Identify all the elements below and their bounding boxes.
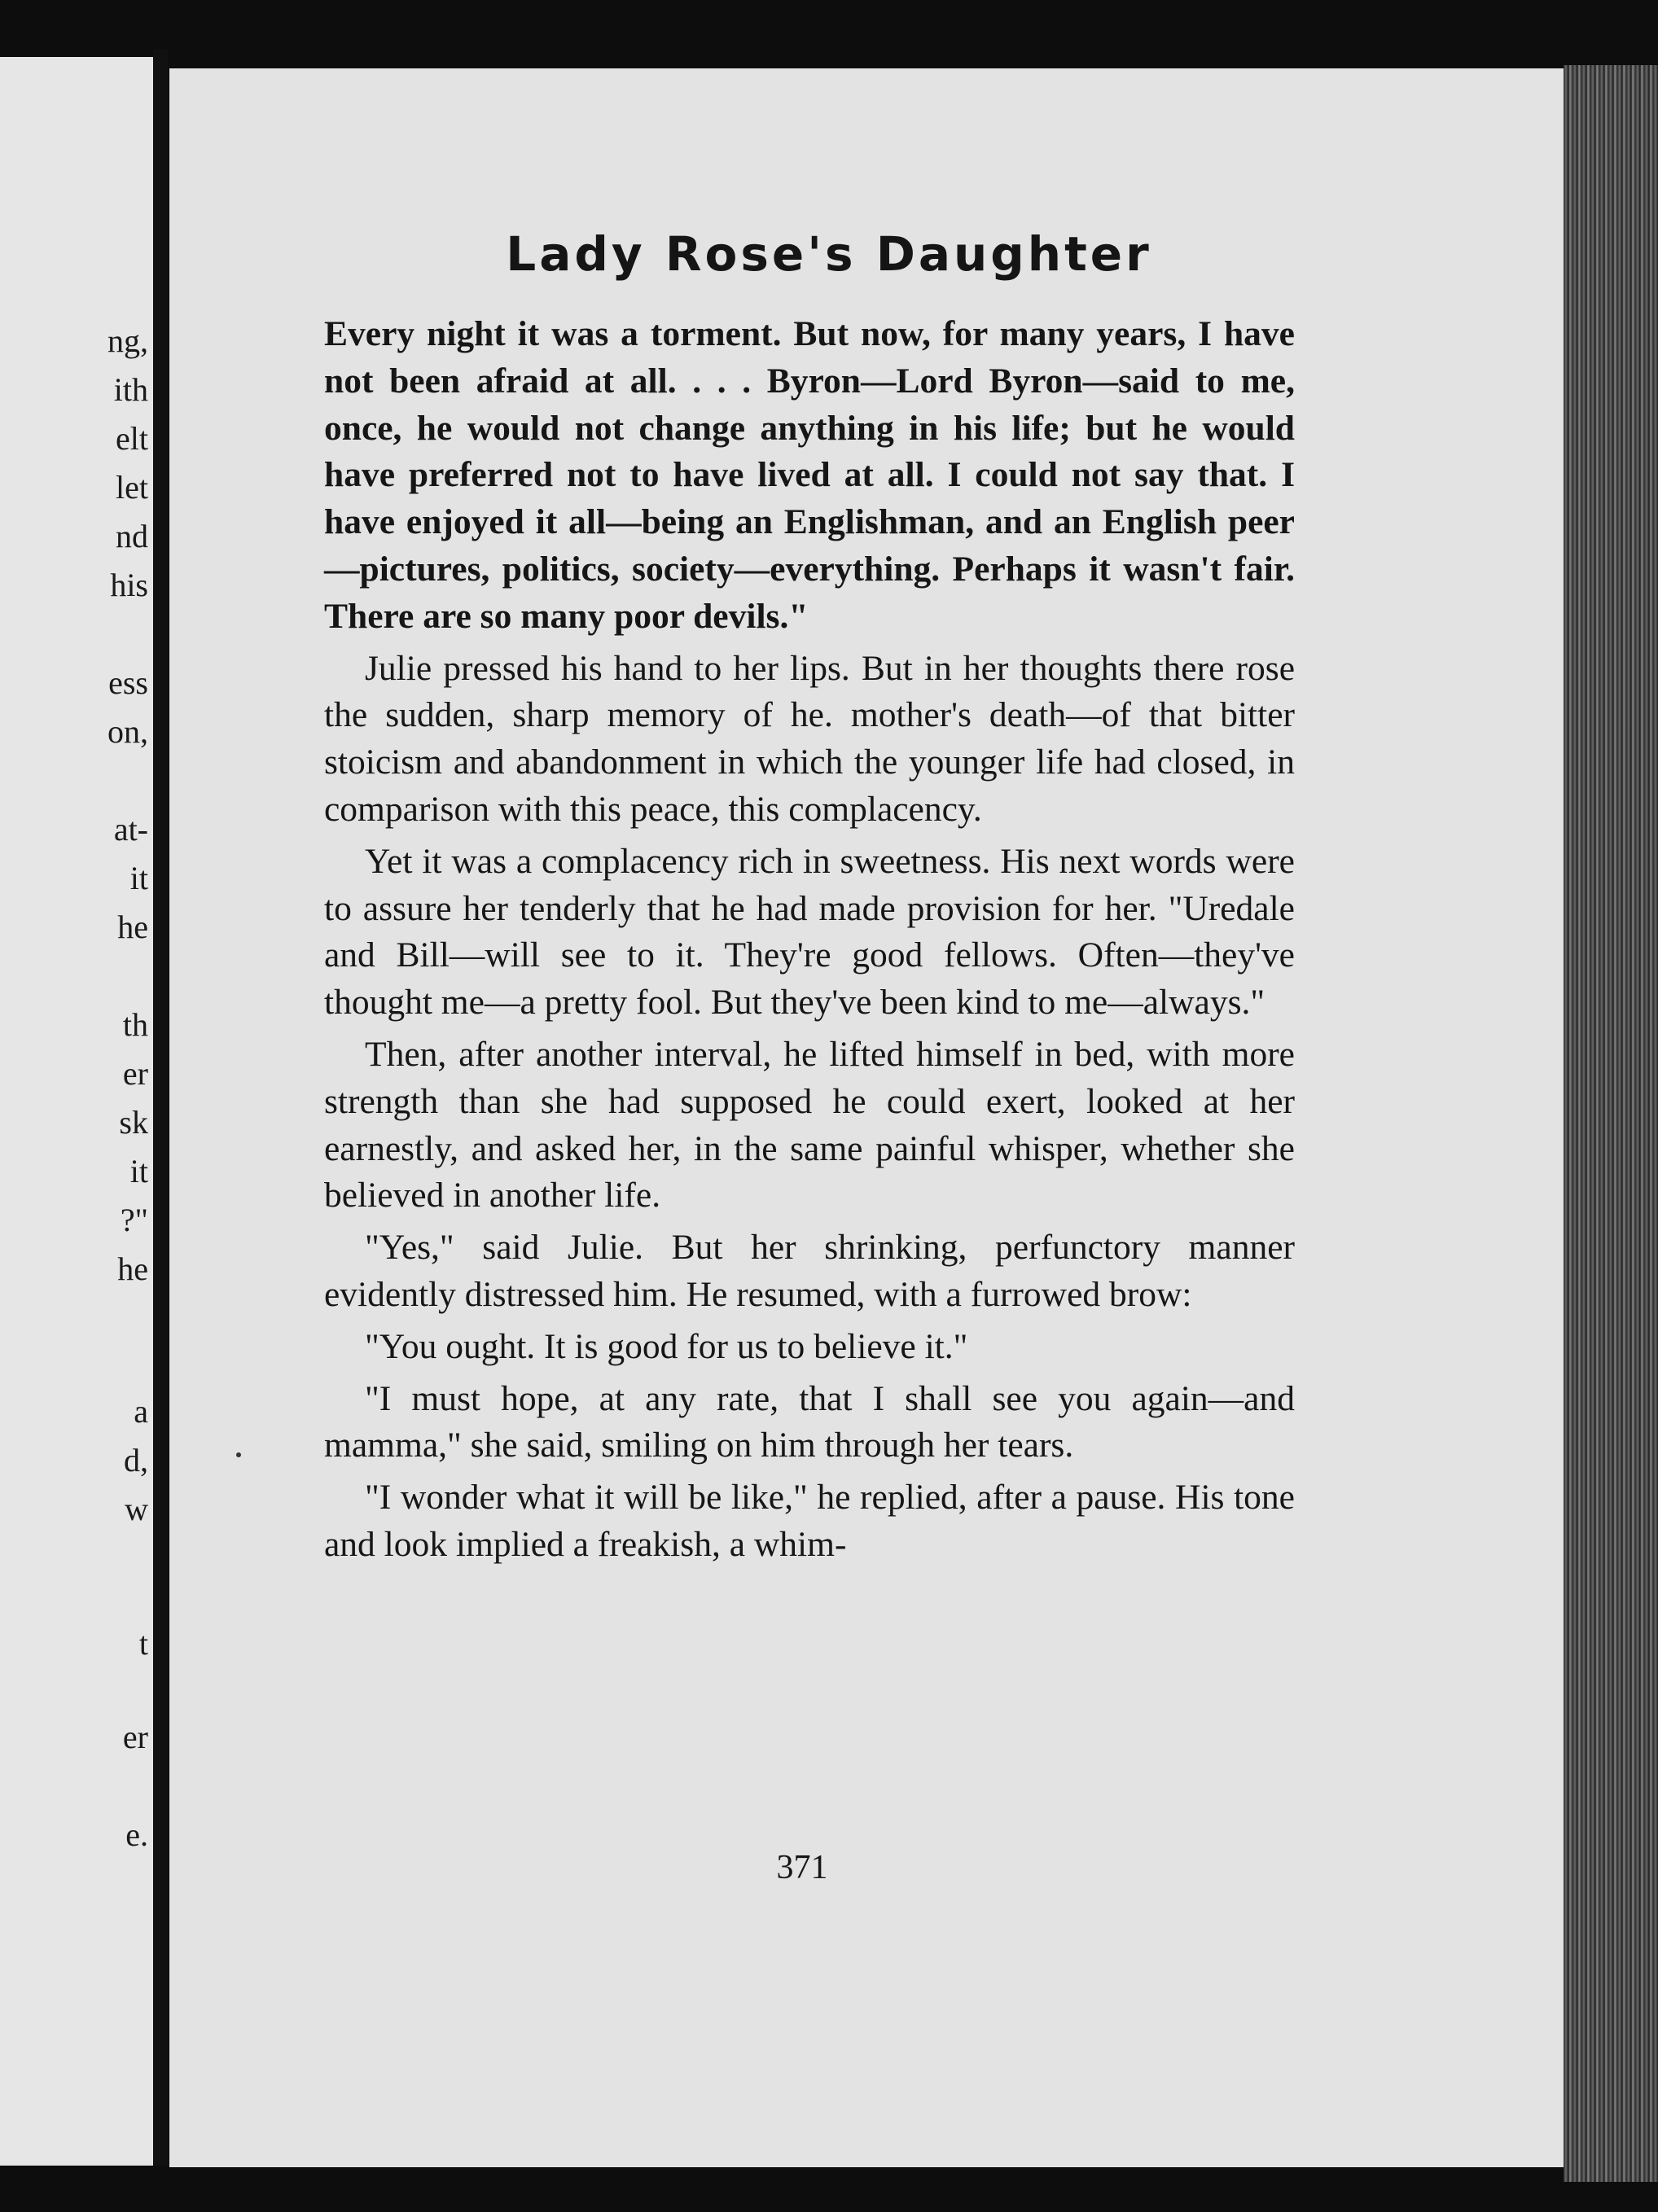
paragraph: Julie pressed his hand to her lips. But in her thoughts there rose the sudden, sharp memory of he. mother's death—of that bitter stoicism and abandonment in which the younger life had closed, in comparison with this peace, this complacency.: [324, 648, 1295, 829]
left-page-fragment: he: [117, 1251, 148, 1287]
left-page-fragment: t: [138, 1625, 148, 1662]
left-page-fragment: ess: [108, 664, 148, 701]
left-page-fragment: ith: [113, 371, 148, 408]
left-page-fragment: er: [122, 1719, 148, 1755]
left-page-fragment: his: [110, 567, 148, 603]
left-page-fragment: w: [125, 1491, 148, 1527]
paragraph: "Yes," said Julie. But her shrinking, perfunctory manner evidently distressed him. He resumed, with a furrowed brow:: [324, 1228, 1295, 1314]
left-page-fragment: a: [134, 1393, 148, 1430]
paragraph: Then, after another interval, he lifted himself in bed, with more strength than she had supposed he could exert, looked at her earnestly, and asked her, in the same painful whisper, whether she believed in another life.: [324, 1034, 1295, 1216]
body-text: [324, 311, 1295, 1569]
left-page-fragment: it: [129, 860, 148, 896]
running-head: Lady Rose's Daughter: [506, 226, 1152, 282]
left-page-fragment: ng,: [107, 322, 148, 359]
page-number: 371: [776, 1849, 828, 1886]
left-page-fragment: er: [122, 1055, 148, 1092]
paragraph: "You ought. It is good for us to believe it.": [365, 1326, 968, 1366]
paragraph: "I must hope, at any rate, that I shall see you again—and mamma," she said, smiling on him through her tears.: [324, 1378, 1295, 1465]
left-page-fragment: d,: [124, 1442, 148, 1478]
paragraph: Every night it was a torment. But now, for many years, I have not been afraid at all. . . . Byron—Lord Byron—said to me, once, he would not change anything in his life; but he would have preferred not to have lived at all. I could not say that. I have enjoyed it all—being an Englishman, and an English peer—pictures, politics, society—everything. Perhaps it wasn't fair. There are so many poor devils.": [324, 314, 1295, 636]
left-page-fragment: nd: [116, 518, 148, 554]
left-page-fragment: sk: [119, 1104, 148, 1141]
left-page-fragment: ?": [120, 1202, 148, 1238]
left-page-fragment: e.: [125, 1816, 148, 1853]
paragraph: Yet it was a complacency rich in sweetness. His next words were to assure her tenderly that he had made provision for her. "Uredale and Bill—will see to it. They're good fellows. Often—they've thought me—a pretty fool. But they've been kind to me—always.": [324, 841, 1295, 1023]
left-page-fragment: it: [129, 1153, 148, 1189]
paragraph: "I wonder what it will be like," he replied, after a pause. His tone and look implied a freakish, a whim-: [324, 1478, 1295, 1564]
left-page-fragment: he: [117, 909, 148, 945]
left-page-fragment: elt: [116, 420, 148, 457]
left-page-fragment: at-: [113, 811, 148, 848]
left-page-fragment: on,: [107, 713, 148, 750]
ink-speck: [236, 1452, 241, 1457]
left-page-fragment: let: [116, 469, 148, 506]
left-page-fragment: th: [122, 1006, 148, 1043]
